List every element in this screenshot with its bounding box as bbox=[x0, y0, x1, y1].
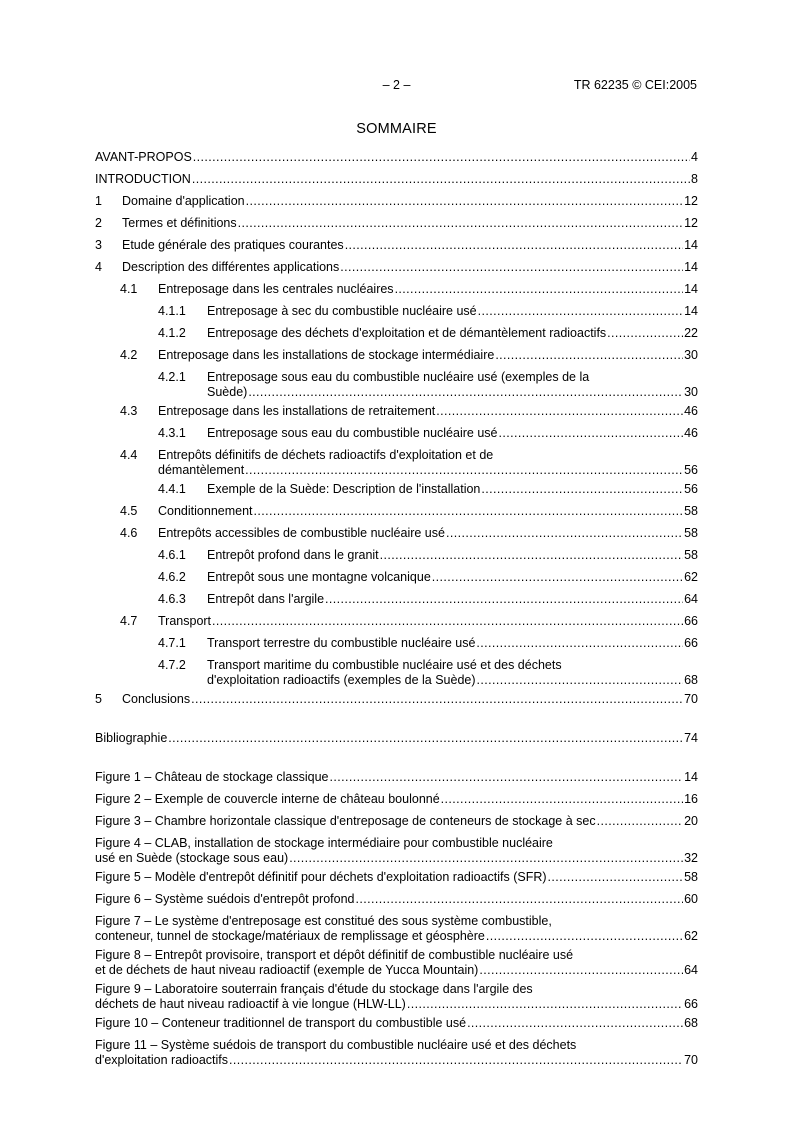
toc-page-number: 70 bbox=[684, 1053, 698, 1067]
dot-leader bbox=[395, 282, 684, 297]
dot-leader bbox=[356, 892, 684, 907]
dot-leader bbox=[245, 463, 683, 478]
toc-entry-title: INTRODUCTION bbox=[95, 172, 191, 186]
toc-page-number: 14 bbox=[684, 238, 698, 252]
toc-entry-number: 1 bbox=[95, 194, 102, 208]
toc-entry-number: 2 bbox=[95, 216, 102, 230]
toc-entry-title: Entrepôt dans l'argile bbox=[207, 592, 325, 606]
toc-entry-number: 4.2 bbox=[120, 348, 138, 362]
toc-entry-title: Entreposage dans les installations de retraitement bbox=[158, 404, 436, 418]
toc-entry-title: Transport terrestre du combustible nucléaire usé bbox=[207, 636, 476, 650]
toc-entry[interactable] bbox=[95, 548, 698, 565]
toc-entry-number: 4.1.1 bbox=[158, 304, 186, 318]
dot-leader bbox=[478, 304, 683, 319]
toc-entry-number: 4.1 bbox=[120, 282, 138, 296]
toc-page-number: 14 bbox=[684, 770, 698, 784]
toc-figure-entry[interactable] bbox=[95, 948, 698, 977]
toc-page-number: 12 bbox=[684, 216, 698, 230]
dot-leader bbox=[238, 216, 683, 231]
toc-entry[interactable] bbox=[95, 526, 698, 543]
toc-page-number: 30 bbox=[684, 348, 698, 362]
toc-entry-title-continuation: usé en Suède (stockage sous eau) bbox=[95, 851, 289, 865]
toc-page-number: 74 bbox=[684, 731, 698, 745]
toc-entry-title: Conclusions bbox=[122, 692, 191, 706]
toc-figure-entry[interactable] bbox=[95, 870, 698, 887]
dot-leader bbox=[380, 548, 683, 563]
toc-entry-title: Entrepôt profond dans le granit bbox=[207, 548, 379, 562]
toc-figure-entry[interactable] bbox=[95, 982, 698, 1011]
dot-leader bbox=[607, 326, 683, 341]
toc-page-number: 8 bbox=[691, 172, 698, 186]
toc-page-number: 20 bbox=[684, 814, 698, 828]
dot-leader bbox=[548, 870, 684, 885]
toc-entry-title-continuation: Suède) bbox=[207, 385, 248, 399]
toc-page-number: 68 bbox=[684, 1016, 698, 1030]
toc-entry[interactable] bbox=[95, 570, 698, 587]
toc-entry-title: Figure 9 – Laboratoire souterrain français d'étude du stockage dans l'argile des bbox=[95, 982, 533, 996]
toc-entry[interactable] bbox=[95, 636, 698, 653]
toc-entry[interactable] bbox=[95, 426, 698, 443]
toc-entry-title: Bibliographie bbox=[95, 731, 168, 745]
toc-entry[interactable] bbox=[95, 304, 698, 321]
toc-entry[interactable] bbox=[95, 370, 698, 399]
toc-entry-title: Entreposage dans les centrales nucléaires bbox=[158, 282, 394, 296]
toc-page-number: 32 bbox=[684, 851, 698, 865]
toc-entry-title-continuation: déchets de haut niveau radioactif à vie longue (HLW-LL) bbox=[95, 997, 406, 1011]
toc-page-number: 46 bbox=[684, 404, 698, 418]
toc-entry-number: 5 bbox=[95, 692, 102, 706]
toc-entry-title-continuation: d'exploitation radioactifs bbox=[95, 1053, 229, 1067]
dot-leader bbox=[481, 482, 683, 497]
toc-page-number: 58 bbox=[684, 504, 698, 518]
toc-page-number: 16 bbox=[684, 792, 698, 806]
toc-entry-number: 4.5 bbox=[120, 504, 138, 518]
dot-leader bbox=[498, 426, 683, 441]
toc-page-number: 4 bbox=[691, 150, 698, 164]
toc-page-number: 30 bbox=[684, 385, 698, 399]
toc-entry-number: 4.7 bbox=[120, 614, 138, 628]
toc-page-number: 56 bbox=[684, 463, 698, 477]
toc-entry-number: 4.4.1 bbox=[158, 482, 186, 496]
toc-page-number: 64 bbox=[684, 963, 698, 977]
toc-page-number: 12 bbox=[684, 194, 698, 208]
toc-page-number: 70 bbox=[684, 692, 698, 706]
toc-entry-title: Etude générale des pratiques courantes bbox=[122, 238, 344, 252]
toc-entry-title: Termes et définitions bbox=[122, 216, 237, 230]
dot-leader bbox=[168, 731, 683, 746]
dot-leader bbox=[486, 929, 683, 944]
toc-entry[interactable] bbox=[95, 282, 698, 299]
dot-leader bbox=[254, 504, 684, 519]
toc-page-number: 66 bbox=[684, 636, 698, 650]
toc-entry[interactable] bbox=[95, 482, 698, 499]
toc-figure-entry[interactable] bbox=[95, 792, 698, 809]
dot-leader bbox=[345, 238, 683, 253]
toc-entry[interactable] bbox=[95, 238, 698, 255]
toc-page-number: 58 bbox=[684, 870, 698, 884]
toc-entry[interactable] bbox=[95, 172, 698, 189]
toc-entry-number: 4.3.1 bbox=[158, 426, 186, 440]
toc-entry-title: Figure 8 – Entrepôt provisoire, transport et dépôt définitif de combustible nucléaire usé bbox=[95, 948, 574, 962]
toc-entry[interactable] bbox=[95, 194, 698, 211]
toc-page-number: 58 bbox=[684, 548, 698, 562]
toc-page-number: 66 bbox=[684, 614, 698, 628]
toc-entry-title: Figure 10 – Conteneur traditionnel de transport du combustible usé bbox=[95, 1016, 467, 1030]
toc-figure-entry[interactable] bbox=[95, 1038, 698, 1067]
dot-leader bbox=[597, 814, 683, 829]
toc-figure-entry[interactable] bbox=[95, 892, 698, 909]
toc-entry[interactable] bbox=[95, 592, 698, 609]
toc-page-number: 60 bbox=[684, 892, 698, 906]
dot-leader bbox=[192, 172, 690, 187]
dot-leader bbox=[248, 385, 683, 400]
toc-entry[interactable] bbox=[95, 150, 698, 167]
dot-leader bbox=[246, 194, 683, 209]
toc-figure-entry[interactable] bbox=[95, 770, 698, 787]
toc-figure-entry[interactable] bbox=[95, 1016, 698, 1033]
toc-entry-title: Entreposage sous eau du combustible nucléaire usé bbox=[207, 426, 498, 440]
toc-entry-title: Figure 3 – Chambre horizontale classique d'entreposage de conteneurs de stockage à sec bbox=[95, 814, 596, 828]
toc-entry-title-continuation: démantèlement bbox=[158, 463, 245, 477]
toc-entry-title: Entrepôts définitifs de déchets radioactifs d'exploitation et de bbox=[158, 448, 494, 462]
dot-leader bbox=[325, 592, 683, 607]
toc-entry-title: Transport bbox=[158, 614, 212, 628]
toc-entry[interactable] bbox=[95, 216, 698, 233]
toc-entry-title: Figure 1 – Château de stockage classique bbox=[95, 770, 329, 784]
toc-entry-number: 4.4 bbox=[120, 448, 138, 462]
dot-leader bbox=[446, 526, 683, 541]
toc-entry-title-continuation: conteneur, tunnel de stockage/matériaux de remplissage et géosphère bbox=[95, 929, 485, 943]
toc-entry[interactable] bbox=[95, 348, 698, 365]
toc-entry-title-continuation: et de déchets de haut niveau radioactif (exemple de Yucca Mountain) bbox=[95, 963, 479, 977]
toc-figure-entry[interactable] bbox=[95, 914, 698, 943]
toc-entry-title: Domaine d'application bbox=[122, 194, 245, 208]
toc-entry-number: 4.2.1 bbox=[158, 370, 186, 384]
dot-leader bbox=[436, 404, 683, 419]
toc-page-number: 62 bbox=[684, 929, 698, 943]
toc-entry-number: 4.6.3 bbox=[158, 592, 186, 606]
toc-entry-title: Entreposage des déchets d'exploitation et de démantèlement radioactifs bbox=[207, 326, 607, 340]
toc-page-number: 22 bbox=[684, 326, 698, 340]
dot-leader bbox=[476, 636, 683, 651]
dot-leader bbox=[289, 851, 683, 866]
toc-page-number: 14 bbox=[684, 282, 698, 296]
page-number: – 2 – bbox=[382, 78, 411, 92]
toc-entry-number: 4.7.2 bbox=[158, 658, 186, 672]
toc-page-number: 14 bbox=[684, 304, 698, 318]
dot-leader bbox=[329, 770, 683, 785]
dot-leader bbox=[193, 150, 690, 165]
toc-entry[interactable] bbox=[95, 326, 698, 343]
toc-entry-title: AVANT-PROPOS bbox=[95, 150, 192, 164]
toc-entry-title: Entrepôt sous une montagne volcanique bbox=[207, 570, 431, 584]
toc-page-number: 46 bbox=[684, 426, 698, 440]
toc-entry-number: 4 bbox=[95, 260, 102, 274]
toc-entry-number: 4.6.2 bbox=[158, 570, 186, 584]
toc-page-number: 14 bbox=[684, 260, 698, 274]
toc-page-number: 64 bbox=[684, 592, 698, 606]
toc-entry[interactable] bbox=[95, 658, 698, 687]
toc-entry-title: Figure 2 – Exemple de couvercle interne de château boulonné bbox=[95, 792, 440, 806]
toc-entry-title: Figure 5 – Modèle d'entrepôt définitif pour déchets d'exploitation radioactifs (SFR) bbox=[95, 870, 547, 884]
toc-entry-number: 4.1.2 bbox=[158, 326, 186, 340]
toc-entry-title-continuation: d'exploitation radioactifs (exemples de la Suède) bbox=[207, 673, 476, 687]
toc-entry-title: Description des différentes applications bbox=[122, 260, 340, 274]
toc-entry[interactable] bbox=[95, 614, 698, 631]
toc-figure-entry[interactable] bbox=[95, 836, 698, 865]
toc-entry-title: Entreposage sous eau du combustible nucléaire usé (exemples de la bbox=[207, 370, 590, 384]
toc-entry[interactable] bbox=[95, 731, 698, 748]
toc-entry-title: Entreposage dans les installations de stockage intermédiaire bbox=[158, 348, 495, 362]
toc-entry-number: 4.3 bbox=[120, 404, 138, 418]
toc-entry-title: Figure 11 – Système suédois de transport du combustible nucléaire usé et des déchets bbox=[95, 1038, 577, 1052]
dot-leader bbox=[495, 348, 683, 363]
toc-entry-number: 3 bbox=[95, 238, 102, 252]
toc-entry-number: 4.6.1 bbox=[158, 548, 186, 562]
toc-entry-title: Conditionnement bbox=[158, 504, 253, 518]
toc-entry-title: Figure 6 – Système suédois d'entrepôt profond bbox=[95, 892, 355, 906]
dot-leader bbox=[479, 963, 683, 978]
toc-entry-title: Transport maritime du combustible nucléaire usé et des déchets bbox=[207, 658, 562, 672]
toc-page-number: 68 bbox=[684, 673, 698, 687]
toc-entry[interactable] bbox=[95, 692, 698, 709]
toc-entry-title: Figure 4 – CLAB, installation de stockage intermédiaire pour combustible nucléaire bbox=[95, 836, 553, 850]
dot-leader bbox=[407, 997, 683, 1012]
dot-leader bbox=[229, 1053, 683, 1068]
dot-leader bbox=[191, 692, 683, 707]
toc-page-number: 58 bbox=[684, 526, 698, 540]
toc-figure-entry[interactable] bbox=[95, 814, 698, 831]
toc-page-number: 62 bbox=[684, 570, 698, 584]
toc-entry-title: Entrepôts accessibles de combustible nucléaire usé bbox=[158, 526, 445, 540]
dot-leader bbox=[340, 260, 683, 275]
dot-leader bbox=[477, 673, 684, 688]
toc-entry[interactable] bbox=[95, 260, 698, 277]
toc-entry-title: Figure 7 – Le système d'entreposage est constitué des sous système combustible, bbox=[95, 914, 552, 928]
dot-leader bbox=[212, 614, 683, 629]
toc-page-number: 56 bbox=[684, 482, 698, 496]
toc-entry-title: Entreposage à sec du combustible nucléaire usé bbox=[207, 304, 477, 318]
toc-entry[interactable] bbox=[95, 404, 698, 421]
toc-entry-number: 4.6 bbox=[120, 526, 138, 540]
dot-leader bbox=[441, 792, 683, 807]
page-title: SOMMAIRE bbox=[356, 121, 437, 137]
dot-leader bbox=[432, 570, 683, 585]
dot-leader bbox=[467, 1016, 683, 1031]
document-reference: TR 62235 © CEI:2005 bbox=[573, 78, 697, 92]
toc-entry-number: 4.7.1 bbox=[158, 636, 186, 650]
toc-page-number: 66 bbox=[684, 997, 698, 1011]
toc-entry[interactable] bbox=[95, 504, 698, 521]
toc-entry[interactable] bbox=[95, 448, 698, 477]
toc-entry-title: Exemple de la Suède: Description de l'installation bbox=[207, 482, 481, 496]
